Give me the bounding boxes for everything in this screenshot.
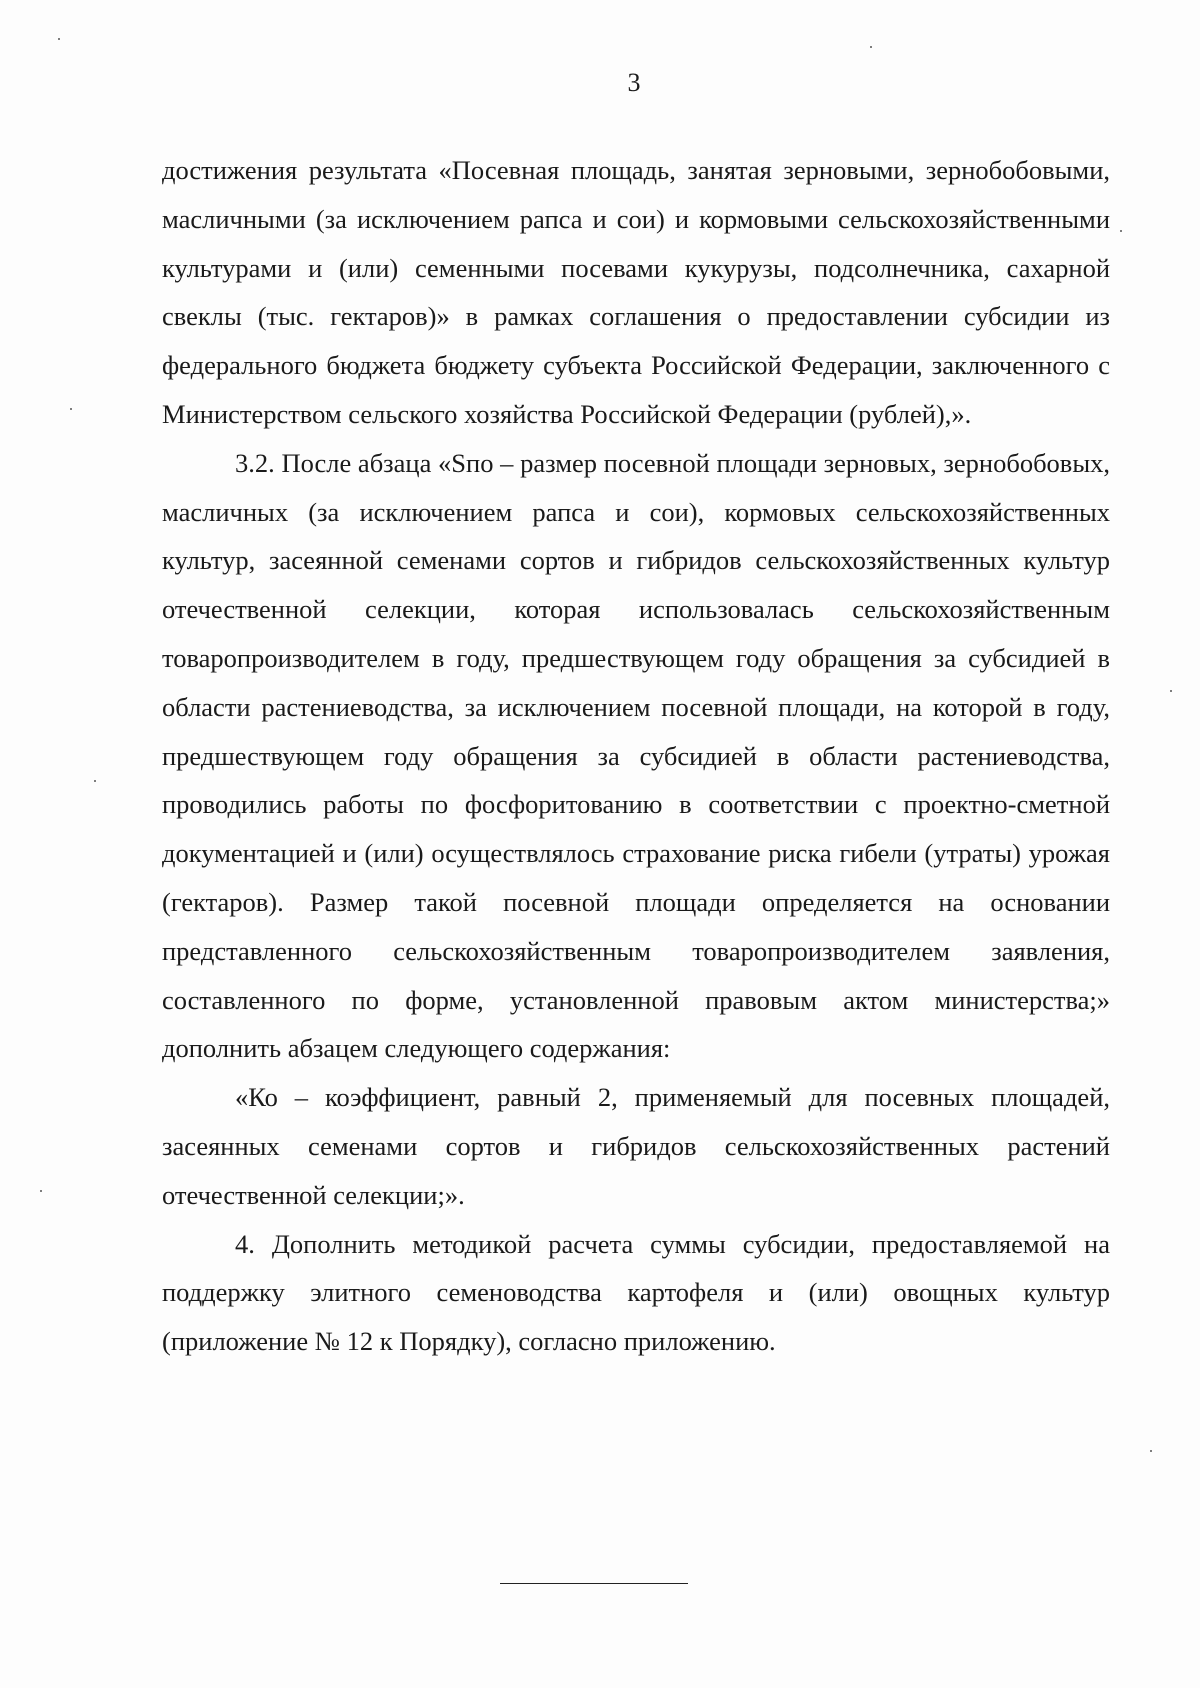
paragraph-4: 4. Дополнить методикой расчета суммы субсидии, предоставляемой на поддержку элитного семеноводства картофеля и (или) овощных культур (приложение № 12 к Порядку), согласно приложению.	[162, 1228, 1110, 1357]
scan-speck	[870, 46, 872, 48]
scan-speck	[70, 408, 72, 410]
scan-speck	[1170, 690, 1172, 692]
end-separator-line	[500, 1583, 688, 1584]
scan-speck	[58, 38, 60, 40]
paragraph-3-2: 3.2. После абзаца «Sпо – размер посевной площади зерновых, зернобобовых, масличных (за исключением рапса и сои), кормовых сельскохозяйственных культур, засеянной семенами сортов и гибридов сельскохозяйственных культур отечественной селекции, которая использовалась сельскохозяйственным товаропроизводителем в году, предшествующем году обращения за субсидией в области растениеводства, за исключением посевной площади, на которой в году, предшествующем году обращения за субсидией в области растениеводства, проводились работы по фосфоритованию в соответствии с проектно-сметной документацией и (или) осуществлялось страхование риска гибели (утраты) урожая (гектаров). Размер такой посевной площади определяется на основании представленного сельскохозяйственным товаропроизводителем заявления, составленного по форме, установленной правовым актом министерства;» дополнить абзацем следующего содержания:	[162, 447, 1110, 1064]
page-number: 3	[627, 68, 641, 97]
scan-speck	[40, 1190, 42, 1192]
scan-speck	[1150, 1450, 1152, 1452]
scan-speck	[94, 780, 96, 782]
document-body	[162, 146, 1110, 1366]
paragraph-continuation: достижения результата «Посевная площадь, занятая зерновыми, зернобобовыми, масличными (за исключением рапса и сои) и кормовыми сельскохозяйственными культурами и (или) семенными посевами кукурузы, подсолнечника, сахарной свеклы (тыс. гектаров)» в рамках соглашения о предоставлении субсидии из федерального бюджета бюджету субъекта Российской Федерации, заключенного с Министерством сельского хозяйства Российской Федерации (рублей),».	[162, 155, 1110, 429]
scan-speck	[1120, 230, 1122, 232]
paragraph-ko-coefficient: «Ко – коэффициент, равный 2, применяемый для посевных площадей, засеянных семенами сортов и гибридов сельскохозяйственных растений отечественной селекции;».	[162, 1082, 1110, 1210]
